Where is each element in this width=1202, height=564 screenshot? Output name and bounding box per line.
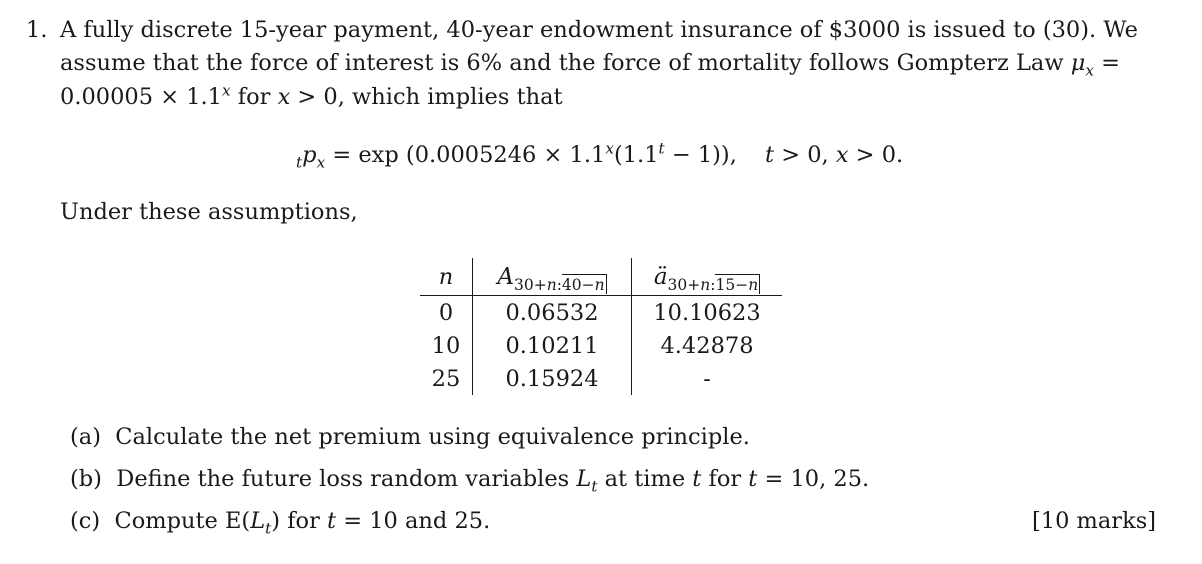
gompertz-expression: 0.00005 × 1.1 — [60, 84, 222, 110]
formula-exp-x: x — [605, 139, 614, 158]
mu-symbol: μ — [1070, 50, 1086, 76]
mu-subscript: x — [1085, 61, 1095, 80]
cond-x: x — [835, 142, 849, 168]
cell-A: 0.15924 — [473, 362, 632, 395]
part-b-text1: Define the future loss random variables — [116, 466, 577, 492]
part-b-text3: for — [701, 466, 749, 492]
A-symbol: A — [497, 263, 514, 290]
A-term: 40− — [561, 275, 595, 294]
part-c-L: L — [250, 508, 266, 534]
part-b-t2: t — [748, 466, 758, 492]
marks-label: [10 marks] — [1032, 508, 1157, 534]
formula-exp-t: t — [658, 139, 665, 158]
intro-line-2-text: assume that the force of interest is 6% and the force of mortality follows Gompterz Law — [60, 50, 1071, 76]
a-sub-colon: : — [710, 275, 716, 294]
formula-p: p — [302, 142, 317, 168]
cell-A: 0.10211 — [473, 329, 632, 362]
formula-condition — [765, 144, 903, 167]
cell-n: 10 — [420, 329, 473, 362]
cell-a: - — [703, 365, 711, 392]
part-a-text: Calculate the net premium using equivalence principle. — [115, 424, 750, 450]
assumptions-text: Under these assumptions, — [60, 199, 358, 225]
formula-rhs-b: (1.1 — [613, 142, 659, 168]
a-angle-term — [715, 274, 760, 294]
part-c-text1: Compute E( — [114, 508, 251, 534]
for-text: for — [230, 84, 278, 110]
part-b-text2: at time — [597, 466, 693, 492]
table-header-row — [420, 258, 782, 296]
A-subscript — [514, 276, 607, 294]
equals-sign: = — [1094, 50, 1121, 76]
cell-a: 10.10623 — [653, 299, 761, 326]
cond-b: > 0. — [848, 142, 904, 168]
header-n — [420, 258, 473, 296]
formula-rhs: = exp (0.0005246 × 1.1 — [325, 142, 606, 168]
formula-t-prefix: t — [296, 153, 303, 172]
part-b-text4: = 10, 25. — [757, 466, 870, 492]
cond-a: > 0, — [774, 142, 836, 168]
a-sub-n: n — [700, 275, 711, 294]
part-b-L-sub: t — [591, 477, 598, 496]
cell-n: 25 — [420, 362, 473, 395]
part-c-L-sub: t — [265, 519, 272, 538]
header-n-label: n — [438, 263, 454, 290]
survival-formula — [296, 139, 737, 172]
a-term-n: n — [748, 275, 759, 294]
a-double-dot-symbol: ä — [653, 263, 668, 290]
formula-x-sub: x — [316, 153, 326, 172]
part-c-text3: = 10 and 25. — [336, 508, 491, 534]
implies-text: > 0, which implies that — [290, 84, 563, 110]
intro-line-2 — [60, 50, 1121, 80]
part-c-label: (c) — [70, 508, 101, 534]
A-sub-prefix: 30+ — [513, 275, 547, 294]
part-b-label: (b) — [70, 466, 102, 492]
intro-line-3 — [60, 81, 563, 110]
header-A — [473, 258, 632, 296]
table-row — [420, 329, 782, 362]
A-sub-n: n — [546, 275, 557, 294]
cell-A: 0.06532 — [473, 296, 632, 330]
a-sub-prefix: 30+ — [667, 275, 701, 294]
A-angle-term — [562, 274, 607, 294]
table-row — [420, 362, 782, 395]
cond-t: t — [765, 142, 775, 168]
part-c — [70, 508, 491, 538]
a-term: 15− — [715, 275, 749, 294]
part-b — [70, 466, 870, 496]
formula-rhs-c: − 1)), — [664, 142, 737, 168]
table-row — [420, 296, 782, 330]
part-b-t: t — [692, 466, 702, 492]
header-a — [632, 258, 783, 296]
var-x: x — [277, 84, 291, 110]
part-a-label: (a) — [70, 424, 101, 450]
A-sub-colon: : — [556, 275, 562, 294]
A-term-n: n — [594, 275, 605, 294]
gompertz-exponent: x — [221, 81, 231, 100]
part-c-t: t — [327, 508, 337, 534]
part-c-text2: ) for — [271, 508, 328, 534]
values-table — [420, 258, 782, 395]
intro-line-1: A fully discrete 15-year payment, 40-year endowment insurance of $3000 is issued to (30). We — [60, 17, 1138, 43]
cell-n: 0 — [420, 296, 473, 330]
part-a — [70, 426, 750, 449]
cell-a: 4.42878 — [660, 332, 754, 359]
question-number: 1. — [26, 17, 48, 43]
a-subscript — [668, 276, 761, 294]
part-b-L: L — [576, 466, 592, 492]
